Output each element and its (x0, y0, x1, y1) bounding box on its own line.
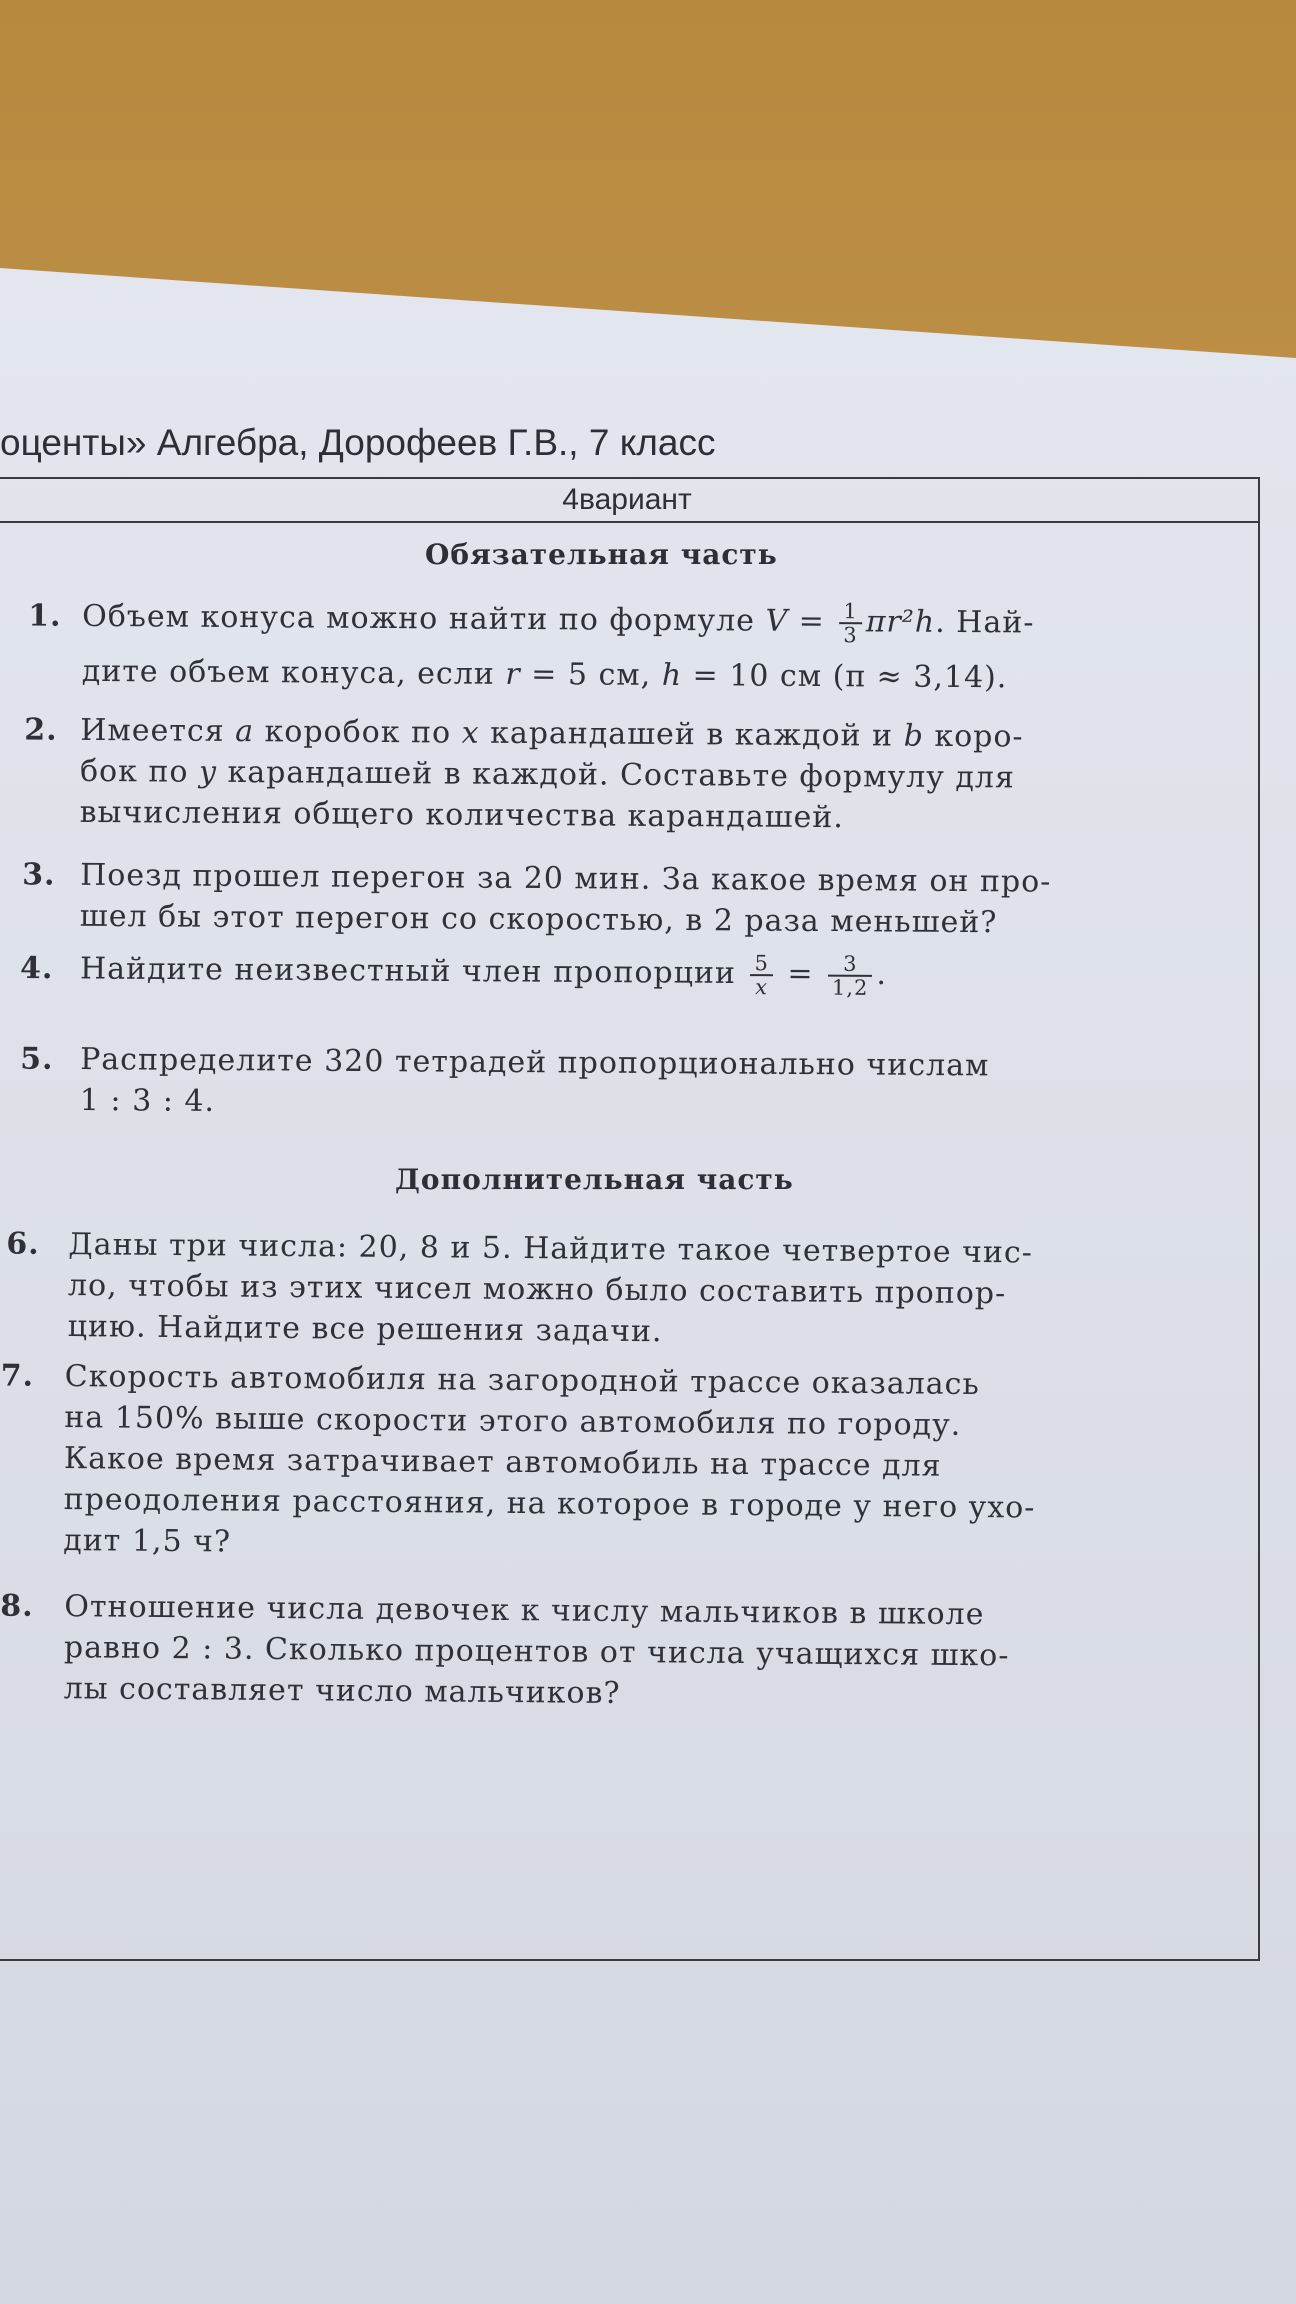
task-text: шел бы этот перегон со скоростью, в 2 раза меньшей? (79, 898, 998, 941)
fraction-numerator: 3 (828, 953, 873, 977)
task-text: . (876, 956, 888, 993)
task-text: вычисления общего количества карандашей. (79, 794, 844, 836)
task-text: Даны три числа: 20, 8 и 5. Найдите такое четвертое чис- (68, 1227, 1034, 1271)
task-2 (24, 710, 1024, 840)
task-6 (5, 1224, 1033, 1356)
formula-eq: = (788, 603, 836, 640)
task-text: цию. Найдите все решения задачи. (67, 1309, 663, 1350)
task-1 (28, 594, 1035, 698)
task-text: на 150% выше скорости этого автомобиля по городу. (64, 1400, 962, 1443)
task-text: бок по (79, 753, 200, 790)
variant-label: 4вариант (0, 479, 1258, 523)
proportion-left-fraction (750, 952, 773, 998)
task-text: равно 2 : 3. Сколько процентов от числа учащихся шко- (63, 1630, 1010, 1674)
mandatory-section-title: Обязательная часть (425, 538, 778, 571)
formula-var: a (235, 713, 255, 750)
task-text: = 5 см, (520, 656, 662, 693)
task-text: Поезд прошел перегон за 20 мин. За какое время он про- (80, 857, 1052, 900)
task-text: карандашей в каждой и (479, 715, 904, 754)
formula-var: y (198, 754, 218, 790)
fraction-numerator: 5 (750, 952, 773, 976)
task-text: Найдите неизвестный член пропорции (79, 951, 747, 992)
task-text: лы составляет число мальчиков? (63, 1671, 621, 1712)
worksheet-header: оценты» Алгебра, Дорофеев Г.В., 7 класс (0, 422, 716, 463)
task-text: преодоления расстояния, на которое в городе у него ухо- (63, 1482, 1036, 1526)
task-text: Распределите 320 тетрадей пропорционально числам (80, 1042, 990, 1084)
task-number: 8. (0, 1588, 34, 1624)
formula-var: r (505, 656, 521, 692)
task-text: Какое время затрачивает автомобиль на трассе для (63, 1441, 942, 1484)
task-text: Объем конуса можно найти по формуле (82, 598, 766, 639)
task-text: ло, чтобы из этих чисел можно было составить пропор- (67, 1268, 1007, 1312)
task-text: коро- (923, 718, 1024, 755)
formula-eq: = (776, 956, 825, 992)
task-text: дите объем конуса, если (81, 653, 506, 692)
task-3 (22, 854, 1052, 943)
task-4 (20, 947, 887, 999)
task-8 (0, 1586, 1010, 1718)
variant-frame (0, 477, 1260, 1961)
task-5 (20, 1039, 990, 1128)
task-text: Имеется (80, 712, 236, 749)
fraction-denominator: 1,2 (831, 975, 869, 1000)
task-number: 3. (22, 857, 56, 893)
task-number: 2. (24, 712, 58, 748)
task-number: 6. (6, 1226, 40, 1262)
task-text: . Най- (935, 604, 1035, 641)
task-text: коробок по (253, 714, 462, 751)
task-text: Отношение числа девочек к числу мальчиков в школе (64, 1589, 985, 1633)
formula-fraction (839, 600, 862, 646)
task-text: Скорость автомобиля на загородной трассе оказалась (64, 1359, 980, 1403)
proportion-right-fraction (828, 953, 873, 999)
task-number: 4. (19, 950, 54, 987)
fraction-denominator: 3 (843, 623, 858, 648)
fraction-numerator: 1 (839, 600, 862, 624)
fraction-denominator: x (755, 975, 769, 1000)
task-number: 5. (20, 1041, 54, 1077)
formula-var: x (461, 715, 480, 751)
additional-section-title: Дополнительная часть (395, 1163, 794, 1196)
formula-tail: πr²h (865, 604, 936, 640)
task-7 (0, 1355, 1037, 1569)
task-text: дит 1,5 ч? (63, 1523, 232, 1560)
task-number: 7. (0, 1358, 35, 1394)
task-text: 1 : 3 : 4. (79, 1083, 216, 1119)
formula-var: V (765, 603, 789, 639)
task-number: 1. (28, 598, 62, 634)
task-text: карандашей в каждой. Составьте формулу для (216, 754, 1015, 796)
task-text: = 10 см (π ≈ 3,14). (681, 658, 1008, 696)
formula-var: b (903, 718, 924, 754)
formula-var: h (661, 657, 683, 694)
